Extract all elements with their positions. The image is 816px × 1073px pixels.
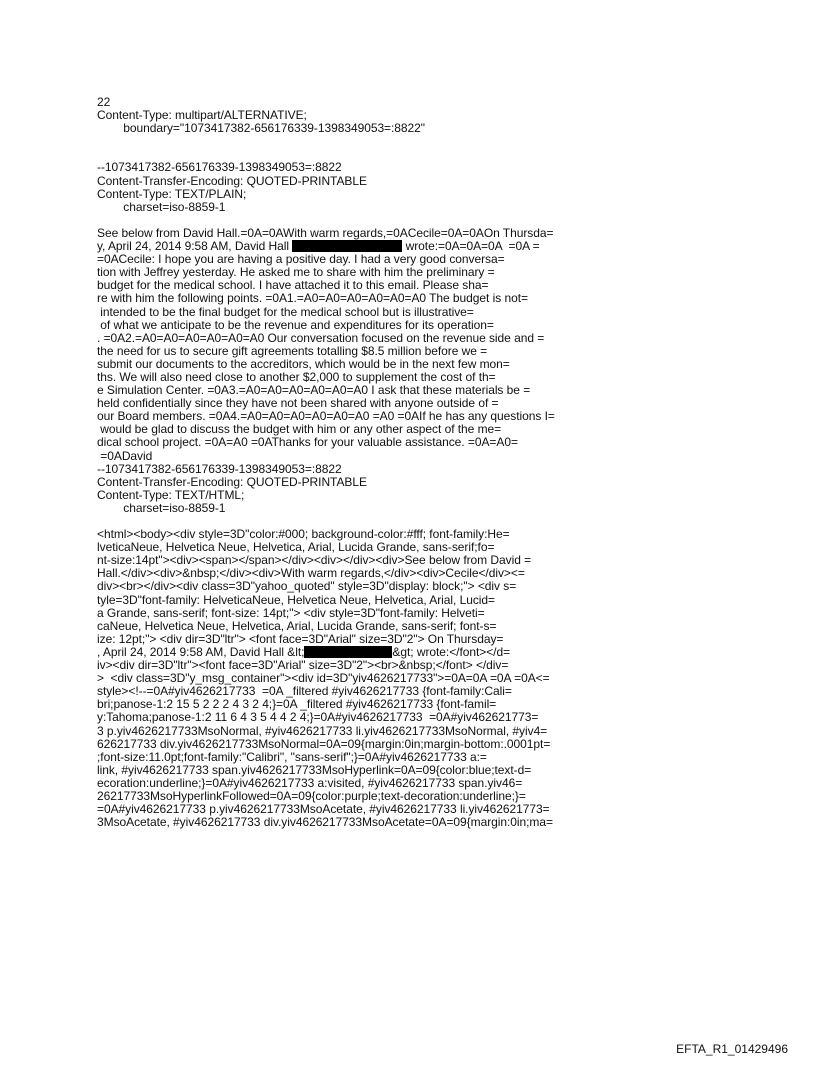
html-line: > <div class=3D"y_msg_container"><div id=3D"yiv4626217733">=0A=0A =0A =0A<= (97, 671, 550, 686)
html-line: iv><div dir=3D"ltr"><font face=3D"Arial" size=3D"2"><br>&nbsp;</font> </div= (97, 658, 509, 673)
plain-boundary-line: --1073417382-656176339-1398349053=:8822 (97, 160, 342, 175)
html-line: 3 p.yiv4626217733MsoNormal, #yiv4626217733 li.yiv4626217733MsoNormal, #yiv4= (97, 723, 548, 738)
html-line-part: &gt; wrote:</font></d= (392, 644, 511, 659)
content-type-header: Content-Type: multipart/ALTERNATIVE; (97, 108, 307, 123)
html-line-part: , April 24, 2014 9:58 AM, David Hall &lt; (97, 644, 305, 659)
page-number: 22 (97, 95, 111, 109)
html-line: lveticaNeue, Helvetica Neue, Helvetica, Arial, Lucida Grande, sans-serif;fo= (97, 540, 495, 555)
html-line: nt-size:14pt"><div><span></span></div><div></div><div>See below from David = (97, 553, 532, 568)
html-line: style><!--=0A#yiv4626217733 =0A _filtered #yiv4626217733 {font-family:Cali= (97, 684, 512, 699)
html-line: =0A#yiv4626217733 p.yiv4626217733MsoAcetate, #yiv4626217733 li.yiv462621773= (97, 802, 550, 817)
body-line-part: wrote:=0A=0A=0A =0A = (402, 239, 540, 254)
html-boundary-line: --1073417382-656176339-1398349053=:8822 (97, 461, 342, 476)
html-line: 3MsoAcetate, #yiv4626217733 div.yiv4626217733MsoAcetate=0A=09{margin:0in;ma= (97, 815, 553, 830)
html-line: ;font-size:11.0pt;font-family:"Calibri", "sans-serif";}=0A#yiv4626217733 a:= (97, 749, 487, 764)
html-line: Hall.</div><div>&nbsp;</div><div>With warm regards,</div><div>Cecile</div><= (97, 566, 525, 581)
redaction-box (292, 240, 402, 252)
html-line: ize: 12pt;"> <div dir=3D"ltr"> <font face=3D"Arial" size=3D"2"> On Thursday= (97, 631, 504, 646)
body-line: budget for the medical school. I have attached it to this email. Please sha= (97, 278, 489, 293)
redaction-box (304, 646, 392, 658)
body-line: ths. We will also need close to another $2,000 to supplement the cost of th= (97, 369, 496, 384)
body-line: our Board members. =0A4.=A0=A0=A0=A0=A0=A0 =A0 =0AIf he has any questions I= (97, 409, 555, 424)
body-line-part: y, April 24, 2014 9:58 AM, David Hall (97, 239, 293, 254)
body-line: e Simulation Center. =0A3.=A0=A0=A0=A0=A0=A0 I ask that these materials be = (97, 383, 531, 398)
html-line: a Grande, sans-serif; font-size: 14pt;"> <div style=3D"font-family: Helveti= (97, 605, 485, 620)
html-line: ecoration:underline;}=0A#yiv4626217733 a:visited, #yiv4626217733 span.yiv46= (97, 775, 523, 790)
body-line: held confidentially since they have not been shared with anyone outside of = (97, 396, 499, 411)
body-line: intended to be the final budget for the medical school but is illustrative= (97, 304, 474, 319)
html-line: <html><body><div style=3D"color:#000; background-color:#fff; font-family:He= (97, 527, 510, 542)
plain-text-body (97, 227, 787, 463)
html-line: link, #yiv4626217733 span.yiv4626217733MsoHyperlink=0A=09{color:blue;text-d= (97, 762, 532, 777)
body-line: the need for us to secure gift agreements totalling $8.5 million before we = (97, 343, 488, 358)
html-encoding-header: Content-Transfer-Encoding: QUOTED-PRINTABLE (97, 474, 367, 489)
body-line: submit our documents to the accreditors, which would be in the next few mon= (97, 356, 510, 371)
body-line: re with him the following points. =0A1.=A0=A0=A0=A0=A0=A0 The budget is not= (97, 291, 528, 306)
body-line: of what we anticipate to be the revenue and expenditures for its operation= (97, 317, 494, 332)
html-charset-header: charset=iso-8859-1 (97, 500, 226, 515)
email-source-document (97, 96, 787, 829)
body-line: would be glad to discuss the budget with him or any other aspect of the me= (97, 422, 502, 437)
html-line: div><br></div><div class=3D"yahoo_quoted" style=3D"display: block;"> <div s= (97, 579, 517, 594)
boundary-header: boundary="1073417382-656176339-1398349053=:8822" (97, 121, 426, 136)
html-line: y:Tahoma;panose-1:2 11 6 4 3 5 4 4 2 4;}=0A#yiv4626217733 =0A#yiv462621773= (97, 710, 539, 725)
html-source-body (97, 528, 787, 829)
body-line: =0ADavid (97, 448, 153, 463)
body-line: . =0A2.=A0=A0=A0=A0=A0=A0 Our conversation focused on the revenue side and = (97, 330, 545, 345)
html-line: 626217733 div.yiv4626217733MsoNormal=0A=09{margin:0in;margin-bottom:.0001pt= (97, 736, 551, 751)
body-line: See below from David Hall.=0A=0AWith warm regards,=0ACecile=0A=0AOn Thursda= (97, 225, 554, 240)
body-line: =0ACecile: I hope you are having a positive day. I had a very good conversa= (97, 252, 505, 267)
document-id-footer: EFTA_R1_01429496 (676, 1042, 788, 1056)
plain-content-type-header: Content-Type: TEXT/PLAIN; (97, 186, 247, 201)
html-line: bri;panose-1:2 15 5 2 2 2 4 3 2 4;}=0A _filtered #yiv4626217733 {font-famil= (97, 697, 497, 712)
plain-charset-header: charset=iso-8859-1 (97, 199, 226, 214)
body-line: dical school project. =0A=A0 =0AThanks for your valuable assistance. =0A=A0= (97, 435, 518, 450)
html-content-type-header: Content-Type: TEXT/HTML; (97, 487, 245, 502)
plain-encoding-header: Content-Transfer-Encoding: QUOTED-PRINTABLE (97, 173, 367, 188)
html-line: caNeue, Helvetica Neue, Helvetica, Arial, Lucida Grande, sans-serif; font-s= (97, 618, 497, 633)
html-line: 26217733MsoHyperlinkFollowed=0A=09{color:purple;text-decoration:underline;}= (97, 788, 526, 803)
body-line: tion with Jeffrey yesterday. He asked me to share with him the preliminary = (97, 265, 495, 280)
html-line: tyle=3D"font-family: HelveticaNeue, Helvetica Neue, Helvetica, Arial, Lucid= (97, 592, 495, 607)
